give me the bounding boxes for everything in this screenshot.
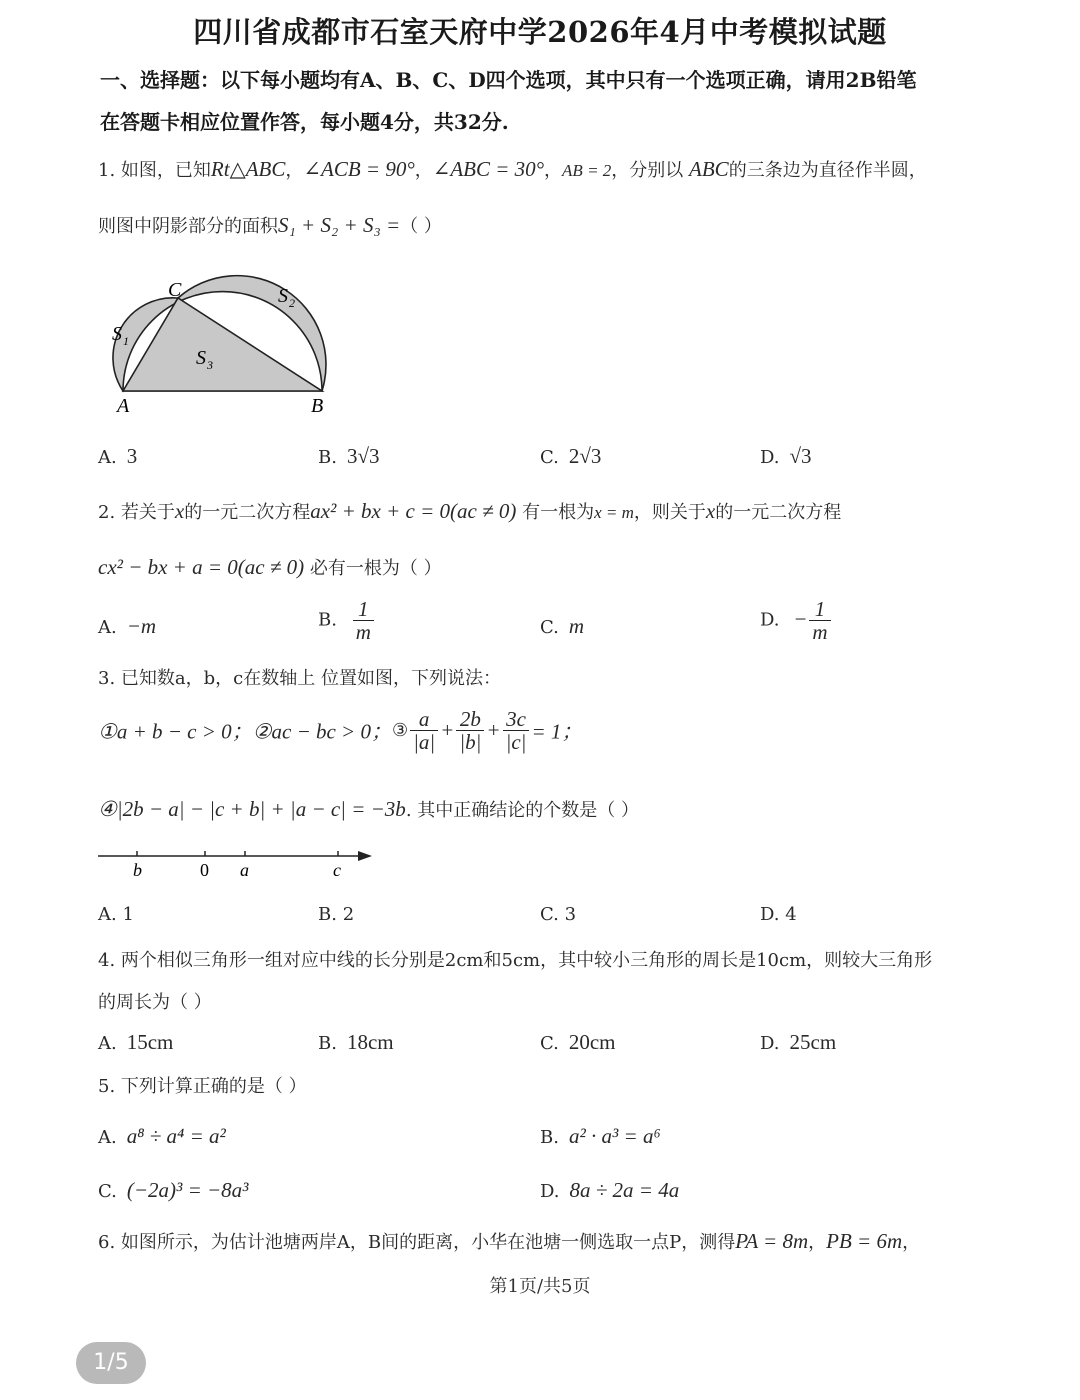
q1-ab-length: AB = 2 — [562, 161, 612, 180]
q1-abc: ABC — [689, 157, 729, 181]
q4-option-b[interactable] — [318, 1030, 394, 1055]
q3-equals: = 1； — [531, 719, 583, 744]
q3-option-d[interactable] — [760, 904, 797, 925]
fraction-numerator: 1 — [809, 598, 830, 621]
option-letter: D. — [760, 1033, 780, 1054]
option-value: a⁸ ÷ a⁴ = a² — [126, 1124, 226, 1148]
q2-text1: 的一元二次方程 — [184, 502, 311, 523]
q6-comma-2: ， — [902, 1232, 921, 1253]
axis-arrow — [358, 851, 372, 861]
fraction-denominator: |b| — [459, 730, 482, 755]
page-title: 四川省成都市石室天府中学2026年4月中考模拟试题 — [193, 15, 887, 49]
q5-option-a[interactable] — [98, 1124, 226, 1149]
option-letter: A. — [98, 1127, 117, 1148]
q1-text2: 的三条边为直径作半圆， — [728, 160, 927, 181]
q2-option-c[interactable] — [540, 614, 584, 639]
option-letter: B. — [318, 904, 337, 925]
label-c: C — [168, 279, 182, 301]
option-value: 2√3 — [568, 444, 602, 468]
plus-sign: + — [486, 718, 501, 743]
q3-option-b[interactable] — [318, 904, 354, 925]
q1-option-a[interactable] — [98, 444, 137, 469]
q5-option-d[interactable] — [540, 1178, 679, 1203]
question-4-line1: 4. 两个相似三角形一组对应中线的长分别是2cm和5cm，其中较小三角形的周长是10cm，则较大三角形 — [98, 950, 933, 971]
question-3-statements — [98, 708, 582, 753]
label-s1: S — [112, 323, 122, 345]
q1-line2-text: 则图中阴影部分的面积 — [98, 216, 278, 237]
q1-text1: ，分别以 — [611, 160, 684, 181]
option-value: 18cm — [346, 1030, 394, 1054]
section-instructions-line2: 在答题卡相应位置作答，每小题4分，共32分. — [100, 110, 509, 134]
option-value: −m — [126, 614, 157, 638]
q3-number-line — [95, 842, 380, 882]
q3-statement-3-label: ③ — [391, 720, 409, 742]
fraction-numerator: a — [410, 708, 438, 731]
option-letter: A. — [98, 447, 117, 468]
option-letter: C. — [540, 1033, 559, 1054]
q3-statement-2: ②ac − bc > 0； — [252, 719, 392, 744]
option-letter: A. — [98, 904, 117, 925]
option-value: (−2a)³ = −8a³ — [126, 1178, 249, 1202]
option-value: m — [568, 614, 585, 638]
q6-comma: ， — [808, 1232, 827, 1253]
option-letter: D. — [760, 904, 780, 925]
option-value: 4 — [785, 904, 797, 925]
section-instructions-line1: 一、选择题：以下每小题均有A、B、C、D四个选项，其中只有一个选项正确，请用2B铅笔 — [100, 68, 917, 92]
option-value: 1 — [122, 904, 134, 925]
option-value-fraction — [353, 598, 374, 643]
q3-question: . 其中正确结论的个数是（ ） — [405, 800, 639, 821]
option-letter: A. — [98, 617, 117, 638]
q2-prefix: 2. 若关于 — [98, 502, 175, 523]
option-value: 3 — [564, 904, 577, 925]
option-value: 25cm — [789, 1030, 837, 1054]
option-letter: A. — [98, 1033, 117, 1054]
option-letter: C. — [98, 1181, 117, 1202]
q3-statement-4: ④|2b − a| − |c + b| + |a − c| = −3b — [98, 797, 406, 821]
axis-label-b: b — [133, 860, 142, 880]
q2-text3: ，则关于 — [633, 502, 706, 523]
fraction-denominator: |c| — [505, 730, 527, 755]
q1-option-c[interactable] — [540, 444, 601, 469]
question-2-line1 — [98, 498, 841, 524]
label-a: A — [117, 395, 130, 417]
q3-option-c[interactable] — [540, 904, 576, 925]
q1-paren: （ ） — [400, 216, 442, 237]
option-letter: D. — [760, 447, 780, 468]
option-letter: C. — [540, 617, 559, 638]
q2-equation1: ax² + bx + c = 0(ac ≠ 0) — [310, 499, 517, 523]
option-value: 2 — [342, 904, 355, 925]
axis-label-a: a — [240, 860, 249, 880]
q3-fraction-1 — [410, 708, 438, 753]
label-s1-sub: 1 — [123, 334, 129, 348]
question-5-stem: 5. 下列计算正确的是（ ） — [98, 1076, 307, 1097]
q2-equation2: cx² − bx + a = 0(ac ≠ 0) — [98, 555, 305, 579]
q4-option-a[interactable] — [98, 1030, 173, 1055]
q1-prefix: 1. 如图，已知 — [98, 160, 211, 181]
q2-var-x: x — [174, 499, 185, 523]
option-letter: D. — [540, 1181, 560, 1202]
fraction-denominator: m — [812, 620, 828, 645]
option-letter: B. — [318, 609, 337, 631]
fraction-numerator: 2b — [456, 708, 484, 731]
q2-option-b[interactable] — [318, 598, 376, 643]
q6-text: 6. 如图所示，为估计池塘两岸A，B间的距离，小华在池塘一侧选取一点P，测得 — [98, 1232, 736, 1253]
option-value: a² · a³ = a⁶ — [568, 1124, 661, 1148]
question-3-statement-4 — [98, 796, 639, 822]
axis-label-zero: 0 — [200, 860, 209, 880]
q1-semicircle-figure — [90, 258, 350, 418]
q2-text4: 的一元二次方程 — [715, 502, 842, 523]
question-2-line2 — [98, 554, 442, 580]
q4-option-d[interactable] — [760, 1030, 836, 1055]
axis-label-c: c — [333, 860, 341, 880]
q1-angle-abc: ∠ABC = 30° — [432, 157, 545, 181]
q6-pb: PB = 6m — [826, 1229, 903, 1253]
q1-angle-acb: ∠ACB = 90° — [303, 157, 415, 181]
label-b: B — [311, 395, 324, 417]
q2-root: x = m — [594, 503, 634, 522]
option-value: √3 — [789, 444, 812, 468]
question-1-line1: 1. 如图，已知Rt△ABC，∠ACB = 90°，∠ABC = 30°，AB = 2，分别以 ABC的三条边为直径作半圆， — [98, 157, 927, 181]
option-value-fraction — [809, 598, 830, 643]
option-value: 20cm — [568, 1030, 616, 1054]
q1-triangle: Rt△ABC — [210, 157, 286, 181]
page-indicator-button[interactable]: 1/5 — [76, 1342, 146, 1384]
q3-statement-1: ①a + b − c > 0； — [98, 719, 253, 744]
option-letter: B. — [318, 1033, 337, 1054]
plus-sign: + — [440, 718, 455, 743]
q3-fraction-2 — [456, 708, 484, 753]
label-s3-sub: 3 — [207, 358, 213, 372]
option-letter: C. — [540, 447, 559, 468]
fraction-denominator: |a| — [413, 730, 436, 755]
question-1-line2 — [98, 212, 442, 238]
option-value: 3√3 — [346, 444, 380, 468]
q5-option-b[interactable] — [540, 1124, 661, 1149]
option-letter: D. — [760, 609, 780, 631]
q2-option-d[interactable] — [760, 598, 833, 643]
q1-option-d[interactable] — [760, 444, 812, 469]
label-s2-sub: 2 — [289, 296, 295, 310]
q1-area-formula: S₁ + S₂ + S₃ = — [278, 213, 401, 237]
q6-pa: PA = 8m — [735, 1229, 809, 1253]
option-letter: B. — [318, 447, 337, 468]
option-letter: C. — [540, 904, 559, 925]
q2-var-x2: x — [705, 499, 716, 523]
q1-option-b[interactable] — [318, 444, 379, 469]
fraction-denominator: m — [355, 620, 371, 645]
q3-option-a[interactable] — [98, 904, 134, 925]
label-s2: S — [278, 285, 288, 307]
q3-fraction-3 — [503, 708, 530, 753]
option-sign: − — [793, 606, 808, 631]
q5-option-c[interactable] — [98, 1178, 248, 1203]
fraction-numerator: 3c — [503, 708, 530, 731]
option-value: 3 — [126, 444, 138, 468]
fraction-numerator: 1 — [353, 598, 374, 621]
q2-option-a[interactable] — [98, 614, 156, 639]
q4-option-c[interactable] — [540, 1030, 616, 1055]
question-4-line2: 的周长为（ ） — [98, 992, 212, 1013]
option-letter: B. — [540, 1127, 559, 1148]
q2-text2: 有一根为 — [522, 502, 595, 523]
page-footer: 第1页/共5页 — [489, 1276, 591, 1297]
question-3-stem: 3. 已知数a，b，c在数轴上 位置如图，下列说法： — [98, 668, 501, 689]
label-s3: S — [196, 347, 206, 369]
q2-text5: 必有一根为（ ） — [309, 558, 442, 579]
question-6-line1 — [98, 1228, 920, 1254]
option-value: 8a ÷ 2a = 4a — [569, 1178, 680, 1202]
option-value: 15cm — [126, 1030, 174, 1054]
